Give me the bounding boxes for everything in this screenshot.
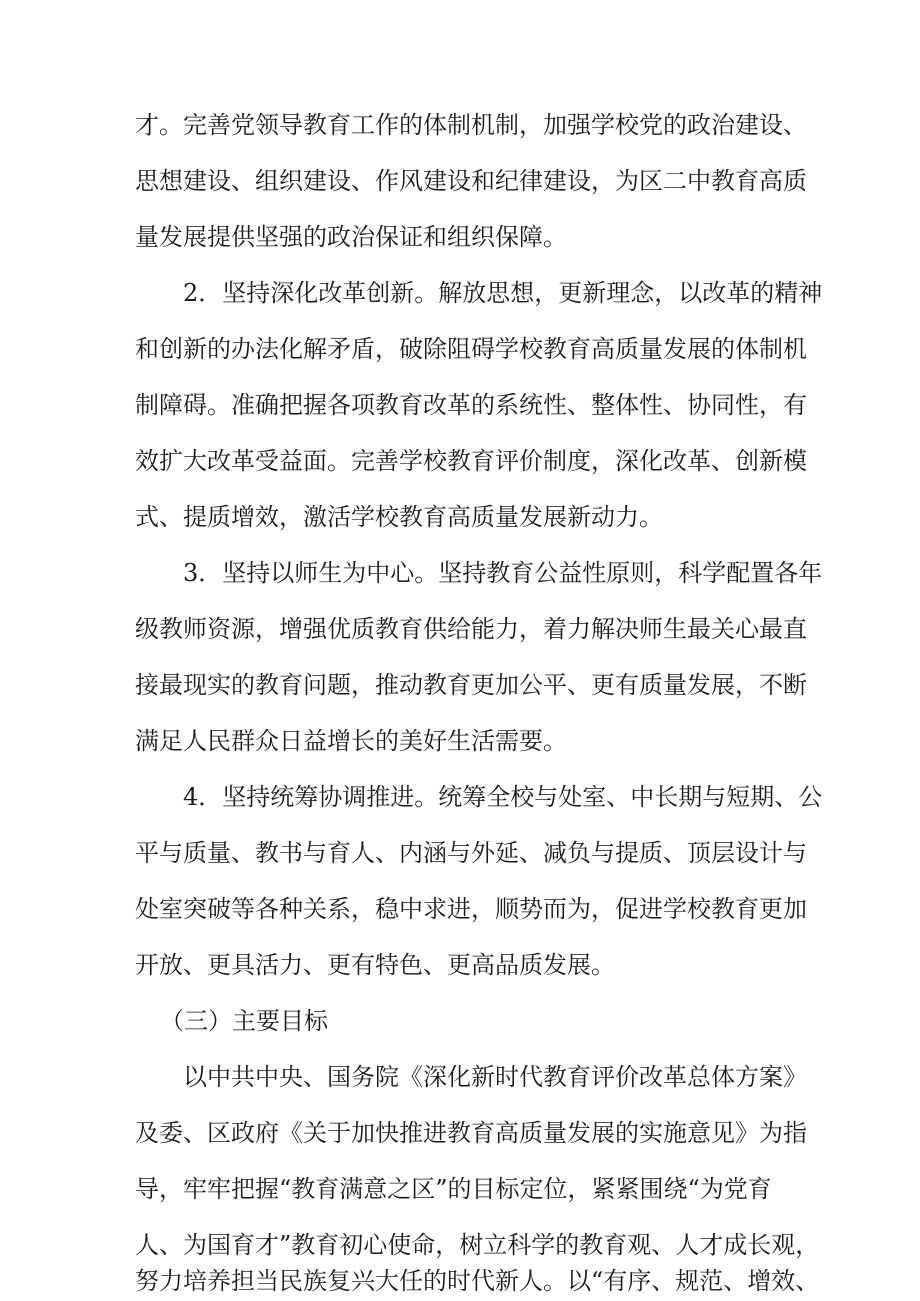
body-text-line: 及委、区政府《关于加快推进教育高质量发展的实施意见》为指 [135, 1119, 807, 1147]
body-text-line: 和创新的办法化解矛盾，破除阻碍学校教育高质量发展的体制机 [135, 335, 807, 363]
list-item-heading-line: 3．坚持以师生为中心。坚持教育公益性原则，科学配置各年 [183, 559, 823, 587]
body-text-line: 处室突破等各种关系，稳中求进，顺势而为，促进学校教育更加 [135, 895, 807, 923]
body-text-line: 开放、更具活力、更有特色、更高品质发展。 [135, 951, 615, 979]
body-text-line: 效扩大改革受益面。完善学校教育评价制度，深化改革、创新模 [135, 447, 807, 475]
body-text-line: 式、提质增效，激活学校教育高质量发展新动力。 [135, 503, 663, 531]
list-item-heading-line: 2．坚持深化改革创新。解放思想，更新理念，以改革的精神 [183, 279, 823, 307]
body-text-line: 满足人民群众日益增长的美好生活需要。 [135, 727, 567, 755]
body-text-line: 以中共中央、国务院《深化新时代教育评价改革总体方案》 [183, 1063, 807, 1091]
body-text-line: 人、为国育才”教育初心使命，树立科学的教育观、人才成长观， [135, 1231, 820, 1259]
body-text-line: 才。完善党领导教育工作的体制机制，加强学校党的政治建设、 [135, 111, 807, 139]
section-heading: （三）主要目标 [160, 1007, 328, 1035]
list-item-heading-line: 4．坚持统筹协调推进。统筹全校与处室、中长期与短期、公 [183, 783, 823, 811]
body-text-line: 努力培养担当民族复兴大任的时代新人。以“有序、规范、增效、 [135, 1267, 820, 1295]
body-text-line: 导，牢牢把握“教育满意之区”的目标定位，紧紧围绕“为党育 [135, 1175, 772, 1203]
body-text-line: 接最现实的教育问题，推动教育更加公平、更有质量发展，不断 [135, 671, 807, 699]
body-text-line: 量发展提供坚强的政治保证和组织保障。 [135, 223, 567, 251]
body-text-line: 制障碍。准确把握各项教育改革的系统性、整体性、协同性，有 [135, 391, 807, 419]
body-text-line: 思想建设、组织建设、作风建设和纪律建设，为区二中教育高质 [135, 167, 807, 195]
body-text-line: 平与质量、教书与育人、内涵与外延、减负与提质、顶层设计与 [135, 839, 807, 867]
body-text-line: 级教师资源，增强优质教育供给能力，着力解决师生最关心最直 [135, 615, 807, 643]
